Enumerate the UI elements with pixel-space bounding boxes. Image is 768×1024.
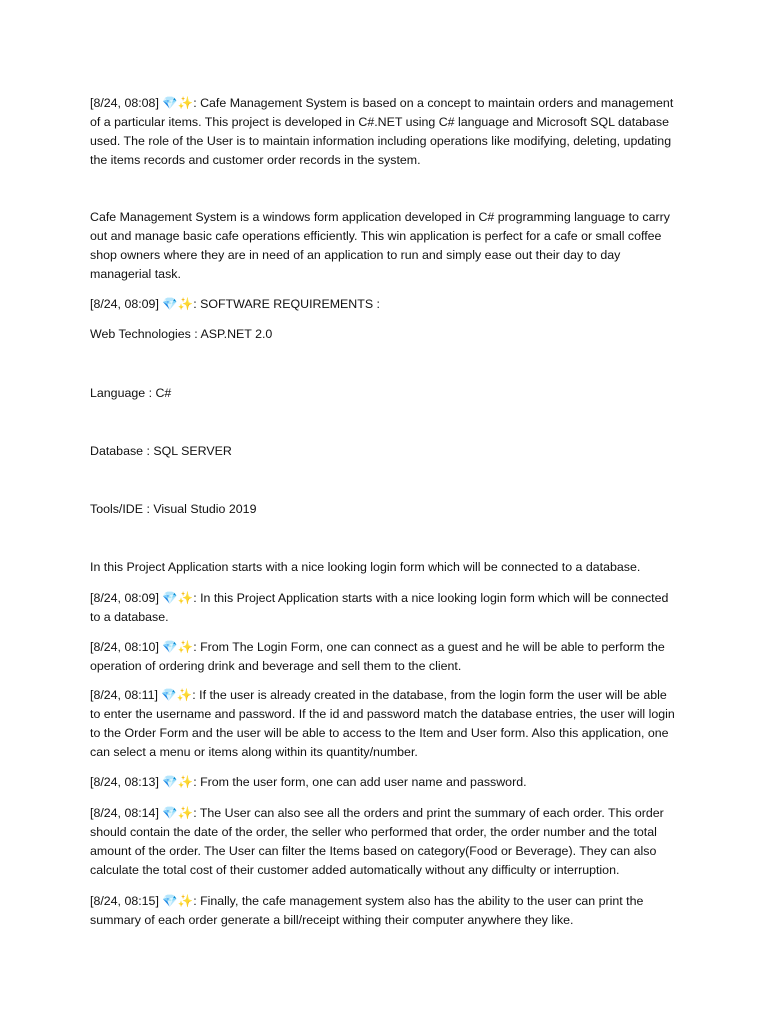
paragraph-print-bill: [8/24, 08:15] 💎✨: Finally, the cafe management system also has the ability to the user can print the summary of each order generate a bill/receipt withing their computer anywhere they like.: [90, 894, 644, 927]
paragraph-orders-summary: [8/24, 08:14] 💎✨: The User can also see all the orders and print the summary of each order. This order should contain the date of the order, the seller who performed that order, the order number and the total amount of the order. The User can filter the Items based on category(Food or Beverage). They can also calculate the total cost of their customer added automatically without any difficulty or interruption.: [90, 806, 664, 877]
paragraph-tools-ide: Tools/IDE : Visual Studio 2019: [90, 502, 257, 516]
paragraph-login-form: In this Project Application starts with a nice looking login form which will be connected to a database.: [90, 560, 641, 574]
paragraph-database: Database : SQL SERVER: [90, 444, 232, 458]
paragraph-software-requirements: [8/24, 08:09] 💎✨: SOFTWARE REQUIREMENTS :: [90, 297, 380, 311]
paragraph-login-form-message: [8/24, 08:09] 💎✨: In this Project Application starts with a nice looking login form which will be connected to a database.: [90, 591, 669, 624]
paragraph-guest-login: [8/24, 08:10] 💎✨: From The Login Form, one can connect as a guest and he will be able to perform the operation of ordering drink and beverage and sell them to the client.: [90, 640, 665, 673]
paragraph-user-form: [8/24, 08:13] 💎✨: From the user form, one can add user name and password.: [90, 775, 527, 789]
paragraph-user-login: [8/24, 08:11] 💎✨: If the user is already created in the database, from the login form the user will be able to enter the username and password. If the id and password match the database entries, the user will login to the Order Form and the user will be able to access to the Item and User form. Also this application, one can select a menu or items along within its quantity/number.: [90, 688, 675, 759]
paragraph-intro: [8/24, 08:08] 💎✨: Cafe Management System is based on a concept to maintain orders and management of a particular items. This project is developed in C#.NET using C# language and Microsoft SQL database used. The role of the User is to maintain information including operations like modifying, deleting, updating the items records and customer order records in the system.: [90, 96, 674, 167]
paragraph-description: Cafe Management System is a windows form application developed in C# programming language to carry out and manage basic cafe operations efficiently. This win application is perfect for a cafe or small coffee shop owners where they are in need of an application to run and simply ease out their day to day managerial task.: [90, 210, 670, 281]
paragraph-language: Language : C#: [90, 386, 172, 400]
paragraph-web-technologies: Web Technologies : ASP.NET 2.0: [90, 327, 273, 341]
